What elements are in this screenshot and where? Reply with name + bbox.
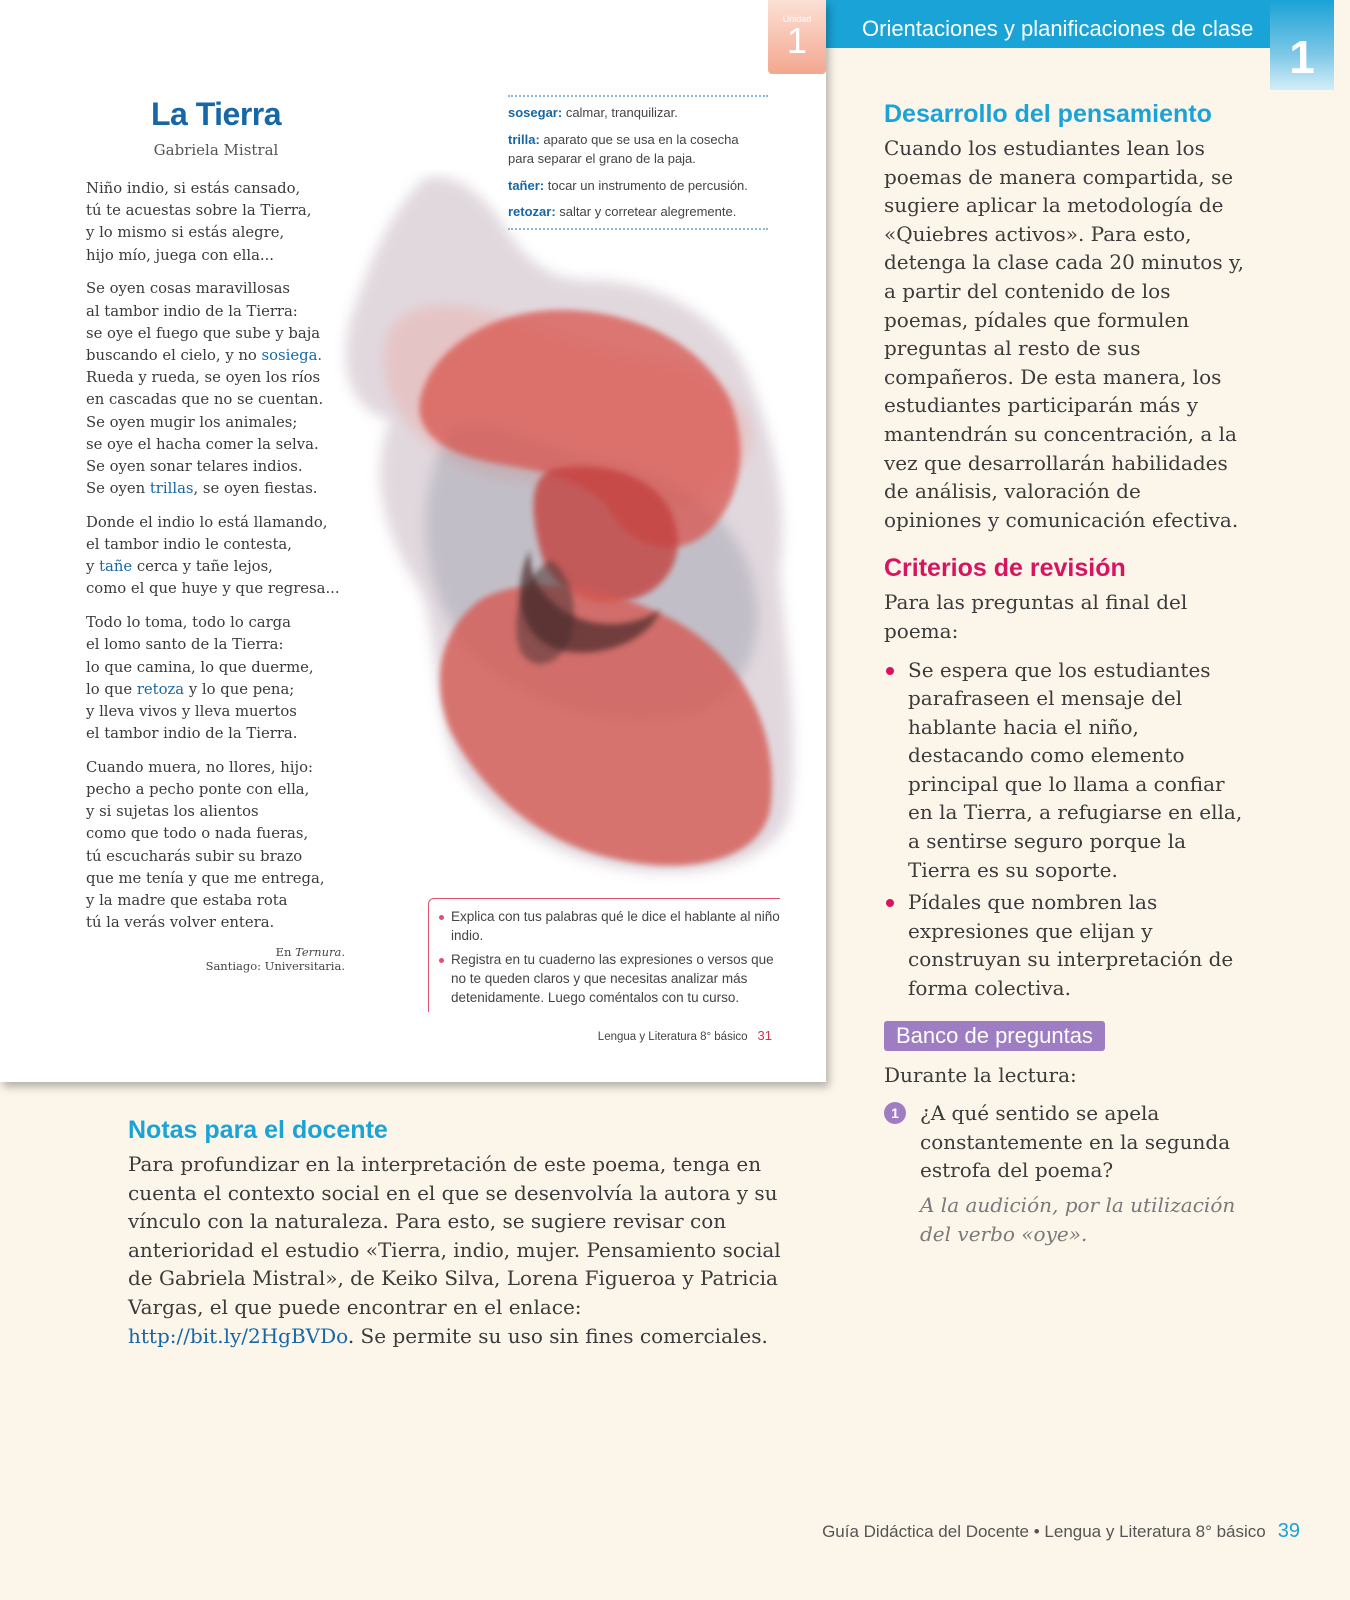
poem-line: Se oyen cosas maravillosas	[86, 280, 290, 298]
poem-line: y si sujetas los alientos	[86, 803, 259, 821]
criterios-intro: Para las preguntas al final del poema:	[884, 590, 1188, 643]
glossary-item	[508, 176, 768, 196]
glossary-box	[508, 95, 768, 230]
unit-number-tab: 1	[1270, 0, 1334, 90]
teacher-notes	[128, 1114, 808, 1350]
poem-line: como que todo o nada fueras,	[86, 825, 309, 843]
poem-line: tú escucharás subir su brazo	[86, 847, 303, 865]
notes-title: Notas para el docente	[128, 1116, 388, 1144]
poem-line-text: y lo que pena;	[184, 680, 295, 698]
poem-line: hijo mío, juega con ella...	[86, 246, 274, 264]
poem-line: tú te acuestas sobre la Tierra,	[86, 202, 312, 220]
poem-line: tú la verás volver entera.	[86, 914, 275, 932]
notes-link[interactable]: http://bit.ly/2HgBVDo	[128, 1323, 348, 1348]
poem-line	[86, 556, 356, 578]
question-number-badge: 1	[884, 1102, 906, 1124]
poem-line: lo que camina, lo que duerme,	[86, 658, 314, 676]
student-page-footer	[560, 1028, 772, 1043]
poem-line: Niño indio, si estás cansado,	[86, 180, 301, 197]
poem-line-text: , se oyen fiestas.	[193, 480, 318, 498]
poem-stanza	[86, 512, 356, 601]
student-textbook-page	[0, 0, 826, 1082]
glossary-item	[508, 202, 768, 222]
poem-line: el lomo santo de la Tierra:	[86, 636, 284, 654]
glossary-definition: tocar un instrumento de percusión.	[544, 177, 748, 193]
glossary-definition: aparato que se usa en la cosecha para separar el grano de la paja.	[508, 131, 739, 166]
banco-section	[884, 1021, 1244, 1249]
banco-answer: A la audición, por la utilización del verbo «oye».	[920, 1193, 1236, 1246]
notes-text	[128, 1150, 808, 1350]
source-city: Santiago: Universitaria.	[205, 959, 345, 973]
poem-line: y la madre que estaba rota	[86, 892, 288, 910]
page-number: 39	[1277, 1520, 1300, 1542]
poem-line: Se oyen sonar telares indios.	[86, 457, 303, 475]
poem-line-text: buscando el cielo, y no	[86, 346, 262, 364]
poem-line: Todo lo toma, todo lo carga	[86, 614, 291, 632]
student-questions	[428, 898, 780, 1012]
poem-line-text: Se oyen	[86, 480, 150, 498]
poem-line: Cuando muera, no llores, hijo:	[86, 758, 313, 776]
poem-line: Se oyen mugir los animales;	[86, 413, 298, 431]
banco-question: ¿A qué sentido se apela constantemente en la segunda estrofa del poema?	[920, 1101, 1231, 1183]
poem-line: se oye el hacha comer la selva.	[86, 435, 319, 453]
glossary-term: retozar:	[508, 204, 556, 219]
header-title: Orientaciones y planificaciones de clase	[862, 16, 1254, 41]
criterios-title: Criterios de revisión	[884, 554, 1126, 583]
student-question: Registra en tu cuaderno las expresiones o versos que no te queden claros y que necesitas analizar más detenidamente. Luego coméntalos con tu curso.	[439, 950, 780, 1007]
glossary-term: sosegar:	[508, 105, 563, 120]
poem-line: que me tenía y que me entrega,	[86, 869, 325, 887]
poem-body	[86, 178, 356, 946]
poem-line-text: cerca y tañe lejos,	[132, 558, 273, 576]
poem-line: en cascadas que no se cuentan.	[86, 391, 324, 409]
header-bar	[826, 0, 1270, 48]
glossed-word-retoza: retoza	[136, 680, 185, 698]
poem-line: al tambor indio de la Tierra:	[86, 302, 298, 320]
unit-label: Unidad	[782, 14, 812, 24]
student-page-number: 31	[757, 1028, 772, 1043]
source-prefix: En	[275, 945, 296, 959]
banco-title: Banco de preguntas	[884, 1021, 1105, 1051]
poem-line: Rueda y rueda, se oyen los ríos	[86, 369, 321, 387]
page-footer	[780, 1520, 1300, 1543]
teacher-sidebar	[884, 98, 1244, 1248]
source-book: Ternura	[295, 945, 342, 959]
poem-line: Donde el indio lo está llamando,	[86, 513, 328, 531]
glossed-word-trillas: trillas	[149, 480, 194, 498]
banco-question-item	[884, 1099, 1244, 1248]
glossed-word-tane: tañe	[99, 558, 133, 576]
desarrollo-title: Desarrollo del pensamiento	[884, 100, 1212, 128]
poem-stanza	[86, 757, 356, 935]
poem-line: y lleva vivos y lleva muertos	[86, 702, 297, 720]
glossary-term: tañer:	[508, 177, 545, 193]
poem-title: La Tierra	[150, 96, 282, 132]
poem-line: el tambor indio le contesta,	[86, 536, 292, 554]
poem-line	[86, 345, 356, 367]
student-question: Explica con tus palabras qué le dice el hablante al niño indio.	[439, 907, 780, 945]
notes-text-after: . Se permite su uso sin fines comerciales.	[347, 1323, 768, 1348]
criterios-bullet: Pídales que nombren las expresiones que elijan y construyan su interpretación de forma colectiva.	[884, 888, 1244, 1002]
watercolor-illustration	[330, 170, 810, 890]
poem-line: pecho a pecho ponte con ella,	[86, 781, 310, 799]
footer-text: Guía Didáctica del Docente • Lengua y Literatura 8° básico	[822, 1522, 1266, 1541]
glossary-term: trilla:	[508, 131, 540, 147]
glossary-definition: calmar, tranquilizar.	[562, 105, 678, 120]
notes-text-before: Para profundizar en la interpretación de este poema, tenga en cuenta el contexto social en el que se desenvolvía la autora y su vínculo con la naturaleza. Para esto, se sugiere revisar con anterioridad el estudio «Tierra, indio, mujer. Pensamiento social de Gabriela Mistral», de Keiko Silva, Lorena Figueroa y Patricia Vargas, el que puede encontrar en el enlace:	[128, 1152, 781, 1319]
unit-tab	[768, 0, 826, 74]
poem-line: se oye el fuego que sube y baja	[86, 324, 321, 342]
source-end: .	[341, 945, 345, 959]
source-book-line	[150, 945, 345, 959]
student-footer-text: Lengua y Literatura 8° básico	[597, 1031, 748, 1043]
glossary-item	[508, 130, 768, 169]
poem-line	[86, 679, 356, 701]
poem-stanza	[86, 178, 356, 267]
poem-stanza	[86, 278, 356, 500]
glossary-definition: saltar y corretear alegremente.	[555, 204, 737, 219]
desarrollo-text: Cuando los estudiantes lean los poemas de manera compartida, se sugiere aplicar la metodología de «Quiebres activos». Para esto, detenga la clase cada 20 minutos y, a partir del contenido de los poemas, pídales que formulen preguntas al resto de sus compañeros. De esta manera, los estudiantes participarán más y mantendrán su concentración, a la vez que desarrollarán habilidades de análisis, valoración de opiniones y comunicación efectiva.	[884, 136, 1244, 532]
poem-line	[86, 478, 356, 500]
poem-line: y lo mismo si estás alegre,	[86, 224, 285, 242]
poem-line-text: y	[86, 558, 100, 576]
criterios-bullet: Se espera que los estudiantes parafraseen el mensaje del hablante hacia el niño, destacando como elemento principal que lo llama a confiar en la Tierra, a refugiarse en ella, a sentirse seguro porque la Tierra es su soporte.	[884, 656, 1244, 885]
banco-intro: Durante la lectura:	[884, 1062, 1077, 1087]
unit-tab-number: 1	[786, 20, 808, 61]
poem-stanza	[86, 612, 356, 745]
poem-line: el tambor indio de la Tierra.	[86, 725, 298, 743]
glossed-word-sosiega: sosiega.	[261, 346, 323, 364]
poem-author: Gabriela Mistral	[153, 141, 279, 159]
poem-line-text: lo que	[86, 680, 137, 698]
glossary-item	[508, 103, 768, 123]
poem-source	[150, 945, 345, 973]
criterios-list	[884, 656, 1244, 1003]
poem-line: como el que huye y que regresa...	[86, 580, 340, 598]
